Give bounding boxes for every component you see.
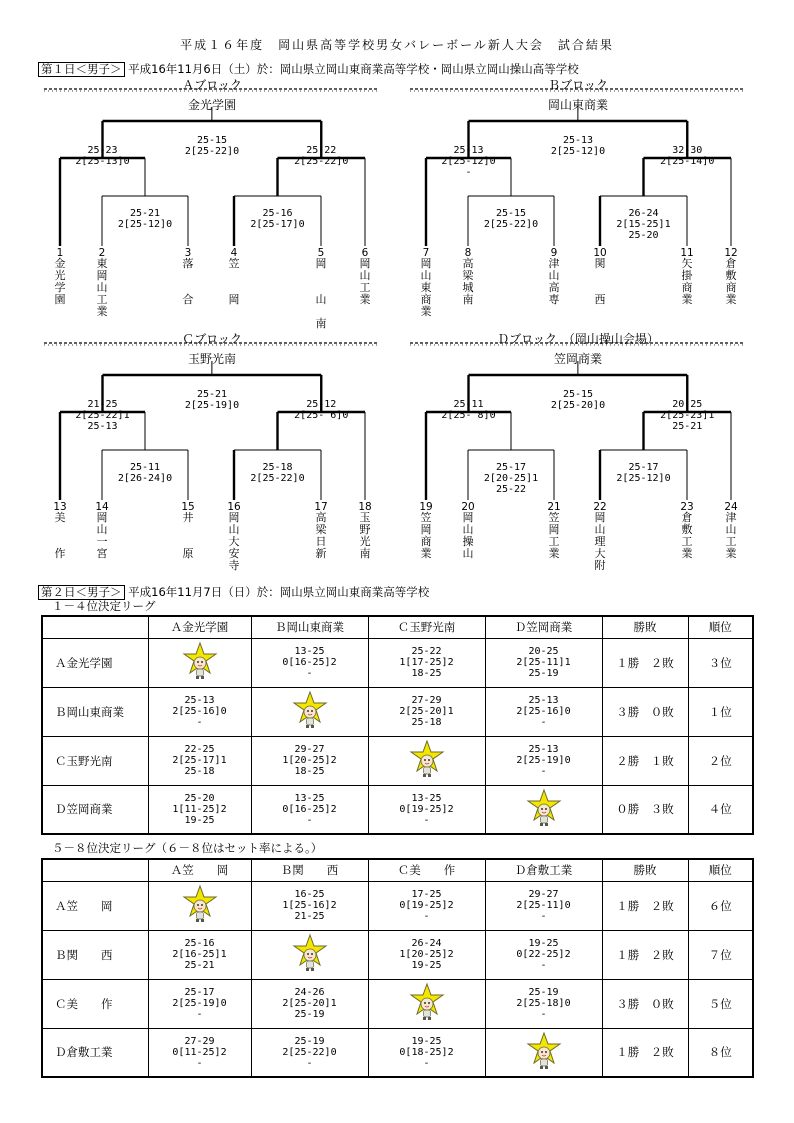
table-row xyxy=(42,979,753,1028)
final-score: 25-21 2[25-19]0 xyxy=(184,389,240,411)
team-number: 15 xyxy=(181,501,195,513)
win-loss: １勝 ２敗 xyxy=(602,881,688,930)
win-loss: ０勝 ３敗 xyxy=(602,785,688,834)
rank: ５位 xyxy=(688,979,753,1028)
league1-label: １－４位決定リーグ xyxy=(52,599,156,613)
bracket-block xyxy=(42,330,382,580)
team-name: 倉 敷 工 業 xyxy=(681,511,693,560)
league2-table xyxy=(41,858,754,1078)
column-header: Ｄ倉敷工業 xyxy=(485,859,602,881)
column-header: Ｂ関 西 xyxy=(251,859,368,881)
match-result: 25-22 1[17-25]2 18-25 xyxy=(368,638,485,687)
row-team: Ａ金光学園 xyxy=(42,638,148,687)
win-loss: １勝 ２敗 xyxy=(602,930,688,979)
team-name: 岡 山 理 大 附 xyxy=(594,511,606,572)
bracket-lines xyxy=(408,76,748,326)
semi-right-score: 25-12 2[25- 6]0 xyxy=(294,399,349,421)
match-result: 25-20 1[11-25]2 19-25 xyxy=(148,785,251,834)
row-team: Ｄ笠岡商業 xyxy=(42,785,148,834)
column-header: Ａ笠 岡 xyxy=(148,859,251,881)
team-number: 6 xyxy=(361,247,369,259)
column-header: Ｃ美 作 xyxy=(368,859,485,881)
team-name: 笠 岡 商 業 xyxy=(420,511,432,560)
column-header: 順位 xyxy=(688,859,753,881)
team-number: 17 xyxy=(314,501,328,513)
table-header-row xyxy=(42,616,753,638)
semi-right-score: 25-22 2[25-22]0 xyxy=(294,145,349,167)
day2-tag: 第２日＜男子＞ xyxy=(38,585,125,600)
star-mascot-icon xyxy=(182,884,218,924)
bracket-lines xyxy=(408,330,748,580)
team-number: 19 xyxy=(419,501,433,513)
block-winner: 玉野光南 xyxy=(187,352,236,366)
team-name: 東 岡 山 工 業 xyxy=(96,257,108,318)
team-number: 20 xyxy=(461,501,475,513)
team-name: 倉 敷 商 業 xyxy=(725,257,737,306)
day1-heading xyxy=(38,61,579,77)
table-row xyxy=(42,881,753,930)
table-row xyxy=(42,687,753,736)
match-result: 25-19 2[25-18]0 - xyxy=(485,979,602,1028)
diagonal-cell xyxy=(368,736,485,785)
team-number: 23 xyxy=(680,501,694,513)
column-header: Ｃ玉野光南 xyxy=(368,616,485,638)
team-name: 矢 掛 商 業 xyxy=(681,257,693,306)
day1-info: 平成16年11月6日（土）於：岡山県立岡山東商業高等学校・岡山県立岡山操山高等学校 xyxy=(128,62,579,76)
star-mascot-icon xyxy=(182,641,218,681)
rank: ８位 xyxy=(688,1028,753,1077)
diagonal-cell xyxy=(251,930,368,979)
rank: ７位 xyxy=(688,930,753,979)
star-mascot-icon xyxy=(292,690,328,730)
block-winner: 岡山東商業 xyxy=(547,98,608,112)
match-result: 25-13 2[25-19]0 - xyxy=(485,736,602,785)
row-team: Ｄ倉敷工業 xyxy=(42,1028,148,1077)
team-name: 井 原 xyxy=(182,511,194,560)
qf-left-score: 25-11 2[26-24]0 xyxy=(117,462,173,484)
match-result: 25-19 2[25-22]0 - xyxy=(251,1028,368,1077)
match-result: 27-29 0[11-25]2 - xyxy=(148,1028,251,1077)
table-row xyxy=(42,930,753,979)
win-loss: １勝 ２敗 xyxy=(602,1028,688,1077)
team-name: 金 光 学 園 xyxy=(54,257,66,306)
qf-left-score: 25-21 2[25-12]0 xyxy=(117,208,173,230)
row-team: Ａ笠 岡 xyxy=(42,881,148,930)
team-number: 22 xyxy=(593,501,607,513)
team-name: 落 合 xyxy=(182,257,194,306)
match-result: 13-25 0[16-25]2 - xyxy=(251,638,368,687)
match-result: 16-25 1[25-16]2 21-25 xyxy=(251,881,368,930)
block-label: Ｂブロック xyxy=(548,78,608,92)
qf-left-score: 25-17 2[20-25]1 25-22 xyxy=(483,462,539,495)
team-name: 岡 山 工 業 xyxy=(359,257,371,306)
team-number: 9 xyxy=(550,247,558,259)
team-number: 24 xyxy=(724,501,738,513)
row-team: Ｃ美 作 xyxy=(42,979,148,1028)
qf-left-score: 25-15 2[25-22]0 xyxy=(483,208,539,230)
final-score: 25-15 2[25-22]0 xyxy=(184,135,240,157)
semi-left-score: 25-11 2[25- 8]0 xyxy=(441,399,496,421)
diagonal-cell xyxy=(148,881,251,930)
qf-right-score: 25-16 2[25-17]0 xyxy=(250,208,305,230)
row-team: Ｂ岡山東商業 xyxy=(42,687,148,736)
team-number: 11 xyxy=(680,247,694,259)
column-header: 勝敗 xyxy=(602,859,688,881)
team-number: 14 xyxy=(95,501,109,513)
semi-right-score: 20-25 2[25-23]1 25-21 xyxy=(660,399,715,432)
semi-left-score: 21-25 2[25-22]1 25-13 xyxy=(75,399,130,432)
column-header: Ｂ岡山東商業 xyxy=(251,616,368,638)
column-header: Ｄ笠岡商業 xyxy=(485,616,602,638)
column-header: 勝敗 xyxy=(602,616,688,638)
table-header-row xyxy=(42,859,753,881)
team-name: 笠 岡 xyxy=(228,257,240,306)
table-row xyxy=(42,638,753,687)
team-name: 玉 野 光 南 xyxy=(359,511,371,560)
diagonal-cell xyxy=(148,638,251,687)
diagonal-cell xyxy=(485,785,602,834)
semi-left-score: 25-23 2[25-13]0 xyxy=(75,145,130,167)
column-header xyxy=(42,859,148,881)
table-row xyxy=(42,736,753,785)
star-mascot-icon xyxy=(292,933,328,973)
match-result: 17-25 0[19-25]2 - xyxy=(368,881,485,930)
team-name: 美 作 xyxy=(54,511,66,560)
team-name: 関 西 xyxy=(594,257,606,306)
team-name: 岡 山 大 安 寺 xyxy=(228,511,240,572)
final-score: 25-15 2[25-20]0 xyxy=(550,389,606,411)
semi-right-score: 32-30 2[25-14]0 xyxy=(660,145,715,167)
page-title: 平成１６年度 岡山県高等学校男女バレーボール新人大会 試合結果 xyxy=(180,38,614,52)
win-loss: ３勝 ０敗 xyxy=(602,687,688,736)
rank: ２位 xyxy=(688,736,753,785)
match-result: 25-13 2[25-16]0 - xyxy=(148,687,251,736)
column-header xyxy=(42,616,148,638)
diagonal-cell xyxy=(485,1028,602,1077)
star-mascot-icon xyxy=(409,739,445,779)
team-name: 岡 山 一 宮 xyxy=(96,511,108,560)
match-result: 29-27 2[25-11]0 - xyxy=(485,881,602,930)
bracket-block xyxy=(408,76,748,326)
team-number: 21 xyxy=(547,501,561,513)
team-name: 津 山 工 業 xyxy=(725,511,737,560)
team-number: 3 xyxy=(184,247,192,259)
match-result: 24-26 2[25-20]1 25-19 xyxy=(251,979,368,1028)
bracket-block xyxy=(42,76,382,330)
block-label: Ｃブロック xyxy=(182,332,242,346)
match-result: 19-25 0[18-25]2 - xyxy=(368,1028,485,1077)
qf-right-score: 25-18 2[25-22]0 xyxy=(250,462,305,484)
team-number: 13 xyxy=(53,501,67,513)
final-score: 25-13 2[25-12]0 xyxy=(550,135,606,157)
team-name: 笠 岡 工 業 xyxy=(548,511,560,560)
rank: ６位 xyxy=(688,881,753,930)
match-result: 19-25 0[22-25]2 - xyxy=(485,930,602,979)
team-number: 4 xyxy=(230,247,238,259)
team-number: 1 xyxy=(56,247,64,259)
match-result: 22-25 2[25-17]1 25-18 xyxy=(148,736,251,785)
team-name: 岡 山 南 xyxy=(315,257,327,330)
team-number: 5 xyxy=(317,247,325,259)
diagonal-cell xyxy=(251,687,368,736)
match-result: 25-17 2[25-19]0 - xyxy=(148,979,251,1028)
column-header: 順位 xyxy=(688,616,753,638)
star-mascot-icon xyxy=(526,788,562,828)
match-result: 27-29 2[25-20]1 25-18 xyxy=(368,687,485,736)
team-number: 2 xyxy=(98,247,106,259)
league1-table xyxy=(41,615,754,835)
column-header: Ａ金光学園 xyxy=(148,616,251,638)
team-number: 18 xyxy=(358,501,372,513)
block-label: Ｄブロック （岡山操山会場） xyxy=(497,332,659,346)
semi-left-score: 25-13 2[25-12]0 - xyxy=(441,145,496,178)
day1-tag: 第１日＜男子＞ xyxy=(38,62,125,77)
row-team: Ｂ関 西 xyxy=(42,930,148,979)
match-result: 25-13 2[25-16]0 - xyxy=(485,687,602,736)
block-label: Ａブロック xyxy=(182,78,242,92)
team-name: 津 山 高 専 xyxy=(548,257,560,306)
star-mascot-icon xyxy=(526,1031,562,1071)
day2-info: 平成16年11月7日（日）於：岡山県立岡山東商業高等学校 xyxy=(128,585,430,599)
table-row xyxy=(42,785,753,834)
team-name: 岡 山 東 商 業 xyxy=(420,257,432,318)
bracket-block xyxy=(408,330,748,580)
win-loss: １勝 ２敗 xyxy=(602,638,688,687)
team-number: 12 xyxy=(724,247,738,259)
row-team: Ｃ玉野光南 xyxy=(42,736,148,785)
team-number: 16 xyxy=(227,501,241,513)
rank: ４位 xyxy=(688,785,753,834)
block-winner: 笠岡商業 xyxy=(553,352,602,366)
match-result: 13-25 0[16-25]2 - xyxy=(251,785,368,834)
win-loss: ２勝 １敗 xyxy=(602,736,688,785)
team-name: 高 梁 城 南 xyxy=(462,257,474,306)
table-row xyxy=(42,1028,753,1077)
bracket-lines xyxy=(42,330,382,580)
match-result: 13-25 0[19-25]2 - xyxy=(368,785,485,834)
match-result: 20-25 2[25-11]1 25-19 xyxy=(485,638,602,687)
team-name: 高 梁 日 新 xyxy=(315,511,327,560)
league2-label: ５－８位決定リーグ（６－８位はセット率による。） xyxy=(52,841,323,855)
bracket-lines xyxy=(42,76,382,326)
match-result: 26-24 1[20-25]2 19-25 xyxy=(368,930,485,979)
team-number: 10 xyxy=(593,247,607,259)
win-loss: ３勝 ０敗 xyxy=(602,979,688,1028)
block-winner: 金光学園 xyxy=(187,98,236,112)
team-name: 岡 山 操 山 xyxy=(462,511,474,560)
match-result: 29-27 1[20-25]2 18-25 xyxy=(251,736,368,785)
qf-right-score: 25-17 2[25-12]0 xyxy=(616,462,671,484)
rank: １位 xyxy=(688,687,753,736)
team-number: 7 xyxy=(422,247,430,259)
rank: ３位 xyxy=(688,638,753,687)
diagonal-cell xyxy=(368,979,485,1028)
team-number: 8 xyxy=(464,247,472,259)
star-mascot-icon xyxy=(409,982,445,1022)
match-result: 25-16 2[16-25]1 25-21 xyxy=(148,930,251,979)
qf-right-score: 26-24 2[15-25]1 25-20 xyxy=(616,208,671,241)
